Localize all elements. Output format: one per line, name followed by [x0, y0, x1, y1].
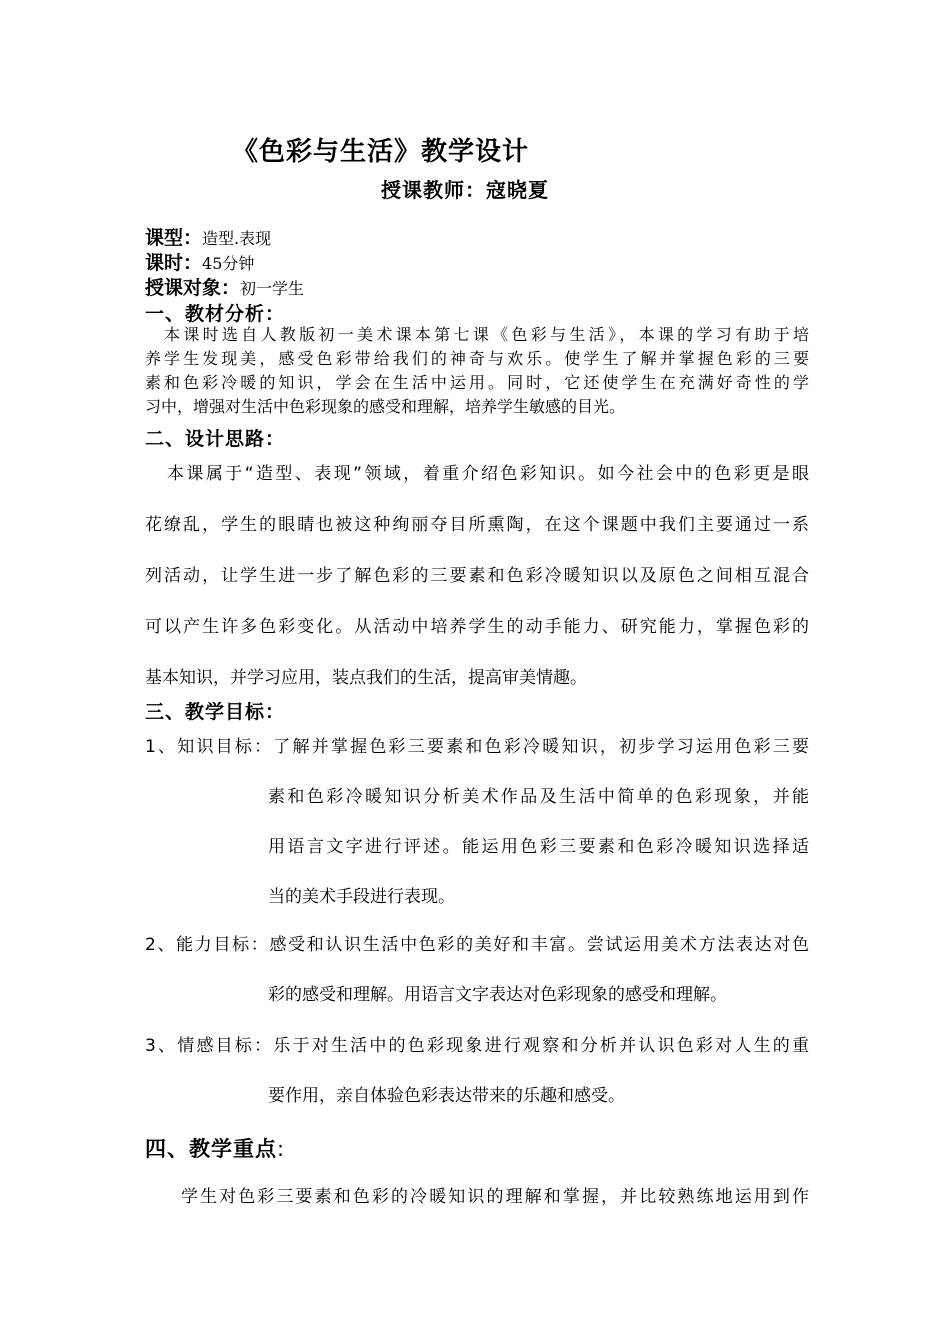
- goal-line: 2、能力目标：感受和认识生活中色彩的美好和丰富。尝试运用美术方法表达对色: [145, 935, 809, 955]
- audience-value: 初一学生: [240, 279, 305, 298]
- paragraph-line: 本课属于“造型、表现”领域，着重介绍色彩知识。如今社会中的色彩更是眼: [167, 464, 809, 484]
- goal-line: 当的美术手段进行表现。: [268, 887, 455, 907]
- goal-emotion: [145, 1021, 809, 1121]
- paragraph-line: 学生对色彩三要素和色彩的冷暖知识的理解和掌握，并比较熟练地运用到作: [181, 1187, 809, 1207]
- paragraph-line: 基本知识，并学习应用，装点我们的生活，提高审美情趣。: [145, 668, 587, 688]
- goal-line: 用语言文字进行评述。能运用色彩三要素和色彩冷暖知识选择适: [268, 837, 809, 857]
- course-type-label: 课型：: [145, 227, 203, 249]
- document-title: 《色彩与生活》教学设计: [232, 137, 530, 167]
- section4-heading-text: 四、教学重点: [145, 1137, 277, 1161]
- section4-heading: [145, 1133, 285, 1163]
- section2-paragraph: [145, 449, 809, 704]
- paragraph-line: 本课时选自人教版初一美术课本第七课《色彩与生活》，本课的学习有助于培: [164, 325, 809, 344]
- section1-heading: 一、教材分析：: [145, 303, 286, 325]
- course-type-value: 造型.表现: [202, 229, 272, 248]
- audience-row: [145, 276, 304, 301]
- section1-paragraph: [145, 323, 809, 419]
- paragraph-line: 养学生发现美，感受色彩带给我们的神奇与欢乐。使学生了解并掌握色彩的三要: [145, 349, 809, 368]
- section4-heading-colon: :: [277, 1137, 286, 1161]
- paragraph-line: 素和色彩冷暖的知识，学会在生活中运用。同时，它还使学生在充满好奇性的学: [145, 373, 809, 392]
- paragraph-line: 习中，增强对生活中色彩现象的感受和理解，培养学生敏感的目光。: [145, 397, 626, 416]
- paragraph-line: 可以产生许多色彩变化。从活动中培养学生的动手能力、研究能力，掌握色彩的: [145, 617, 809, 637]
- goal-line: 1、知识目标：了解并掌握色彩三要素和色彩冷暖知识，初步学习运用色彩三要: [145, 737, 809, 757]
- section3-heading: 三、教学目标：: [145, 701, 286, 723]
- section2-heading: 二、设计思路：: [145, 428, 286, 450]
- goal-line: 3、情感目标：乐于对生活中的色彩现象进行观察和分析并认识色彩对人生的重: [145, 1036, 809, 1056]
- goal-knowledge: [145, 722, 809, 922]
- goal-line: 彩的感受和理解。用语言文字表达对色彩现象的感受和理解。: [268, 985, 727, 1005]
- paragraph-line: 花缭乱，学生的眼睛也被这种绚丽夺目所熏陶，在这个课题中我们主要通过一系: [145, 515, 809, 535]
- audience-label: 授课对象：: [145, 277, 241, 299]
- section4-paragraph: [145, 1172, 809, 1223]
- duration-value: 45分钟: [202, 254, 255, 273]
- teacher-line: 授课教师：寇晓夏: [381, 178, 549, 202]
- duration-label: 课时：: [145, 252, 203, 274]
- goal-line: 要作用，亲自体验色彩表达带来的乐趣和感受。: [268, 1086, 625, 1106]
- duration-row: [145, 251, 254, 276]
- paragraph-line: 列活动，让学生进一步了解色彩的三要素和色彩冷暖知识以及原色之间相互混合: [145, 566, 809, 586]
- course-type-row: [145, 226, 271, 251]
- goal-ability: [145, 920, 809, 1020]
- goal-line: 素和色彩冷暖知识分析美术作品及生活中简单的色彩现象，并能: [268, 787, 809, 807]
